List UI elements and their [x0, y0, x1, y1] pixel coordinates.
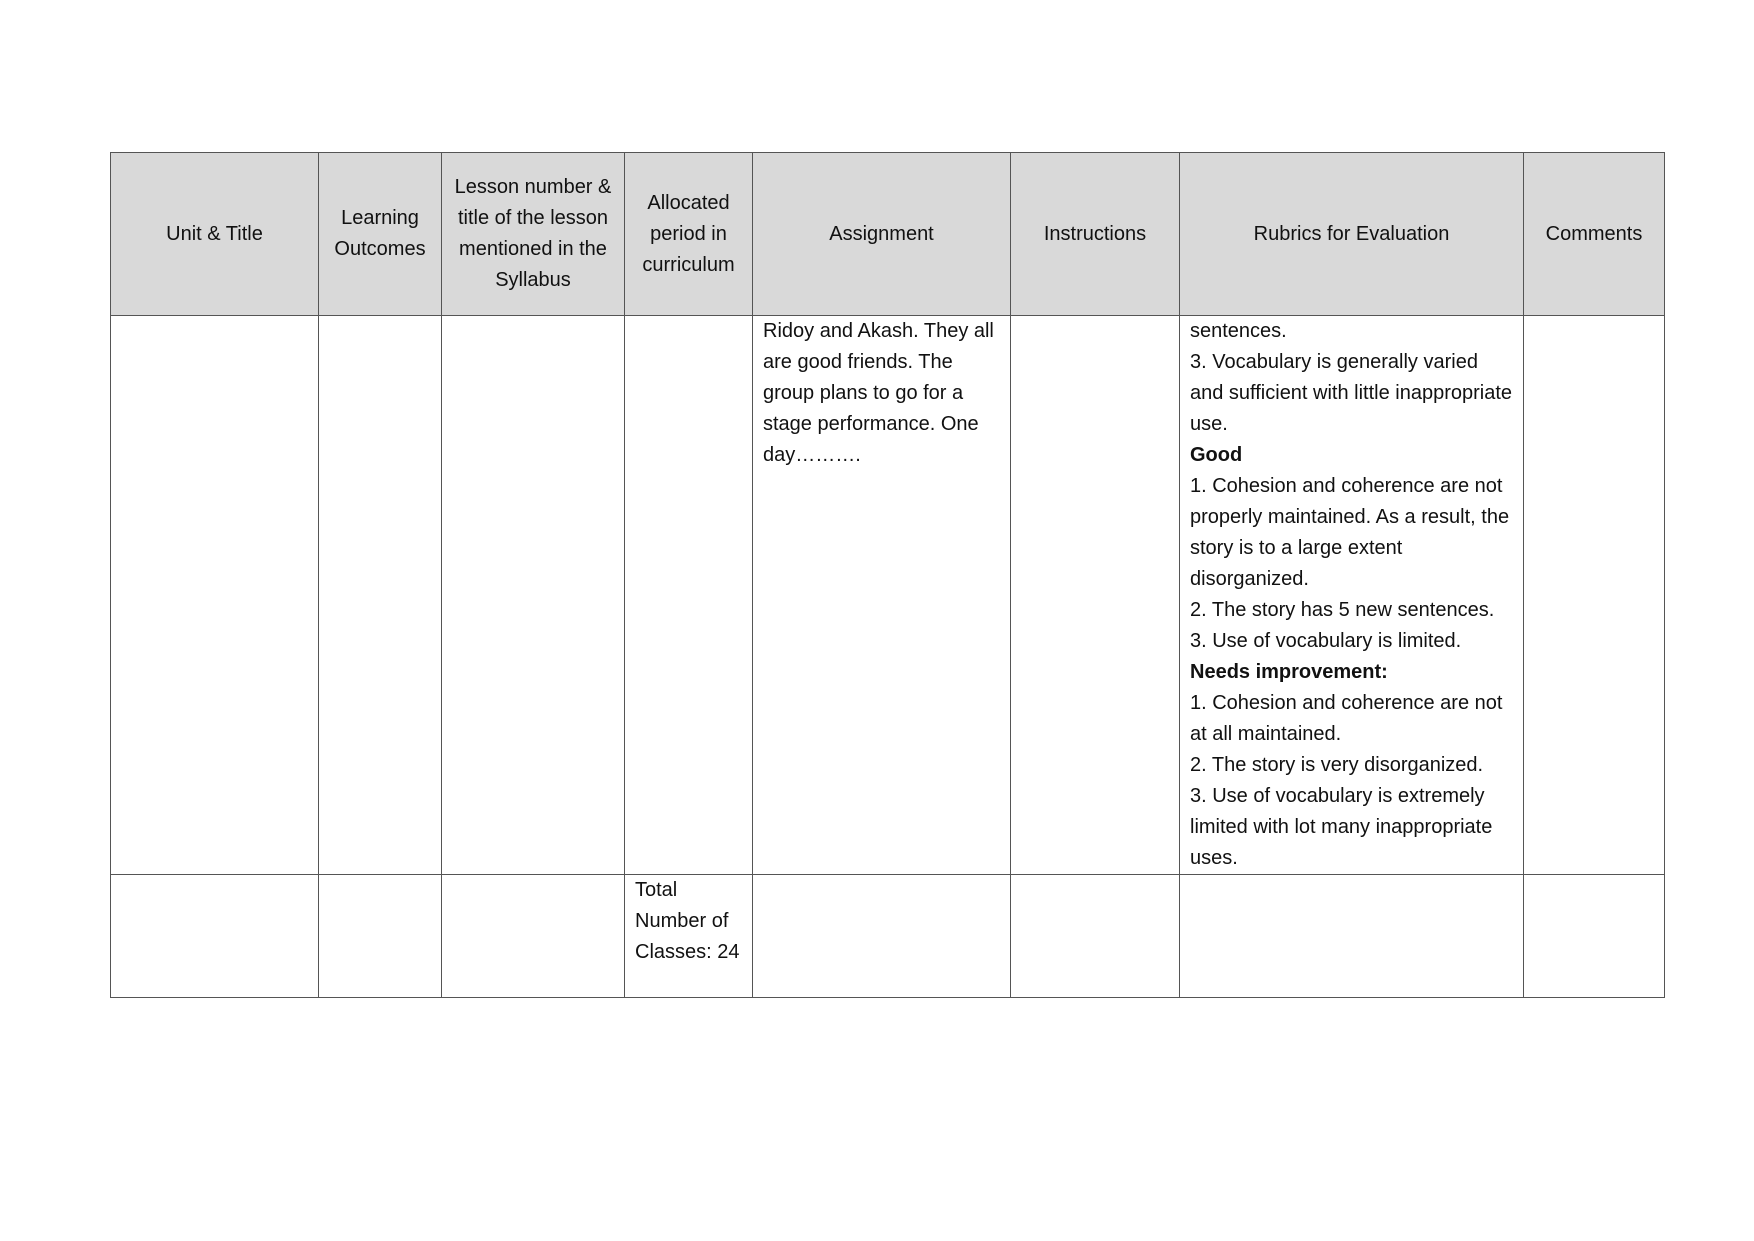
rubric-heading-good: Good	[1190, 444, 1243, 466]
cell-empty	[1011, 875, 1180, 998]
cell-lesson	[442, 316, 625, 875]
table-row	[111, 316, 1665, 875]
rubric-line: 3. Use of vocabulary is limited.	[1190, 630, 1462, 652]
rubric-line: sentences.	[1190, 320, 1287, 342]
header-allocated-period: Allocated period in curriculum	[625, 153, 753, 316]
header-instructions: Instructions	[1011, 153, 1180, 316]
header-learning-outcomes: Learning Outcomes	[319, 153, 442, 316]
rubric-line: 3. Vocabulary is generally varied and sufficient with little inappropriate use.	[1190, 351, 1513, 435]
table-row-total	[111, 875, 1665, 998]
cell-empty	[1180, 875, 1524, 998]
cell-rubrics	[1180, 316, 1524, 875]
header-comments: Comments	[1524, 153, 1665, 316]
rubric-line: 3. Use of vocabulary is extremely limited with lot many inappropriate uses.	[1190, 785, 1493, 869]
cell-empty	[1524, 875, 1665, 998]
cell-empty	[319, 875, 442, 998]
cell-empty	[753, 875, 1011, 998]
cell-empty	[111, 875, 319, 998]
rubric-line: 1. Cohesion and coherence are not properly maintained. As a result, the story is to a large extent disorganized.	[1190, 475, 1510, 590]
header-rubrics: Rubrics for Evaluation	[1180, 153, 1524, 316]
cell-instructions	[1011, 316, 1180, 875]
rubric-heading-needs-improvement: Needs improvement:	[1190, 661, 1388, 683]
cell-learning-outcomes	[319, 316, 442, 875]
header-assignment: Assignment	[753, 153, 1011, 316]
rubric-line: 2. The story has 5 new sentences.	[1190, 599, 1495, 621]
table-header-row	[111, 153, 1665, 316]
header-lesson: Lesson number & title of the lesson mentioned in the Syllabus	[442, 153, 625, 316]
lesson-plan-table	[110, 152, 1665, 998]
rubric-line: 2. The story is very disorganized.	[1190, 754, 1484, 776]
rubric-line: 1. Cohesion and coherence are not at all maintained.	[1190, 692, 1503, 745]
cell-comments	[1524, 316, 1665, 875]
cell-total-classes: Total Number of Classes: 24	[625, 875, 753, 998]
header-unit-title: Unit & Title	[111, 153, 319, 316]
cell-unit-title	[111, 316, 319, 875]
cell-empty	[442, 875, 625, 998]
cell-allocated-period	[625, 316, 753, 875]
cell-assignment: Ridoy and Akash. They all are good friends. The group plans to go for a stage performance. One day……….	[753, 316, 1011, 875]
